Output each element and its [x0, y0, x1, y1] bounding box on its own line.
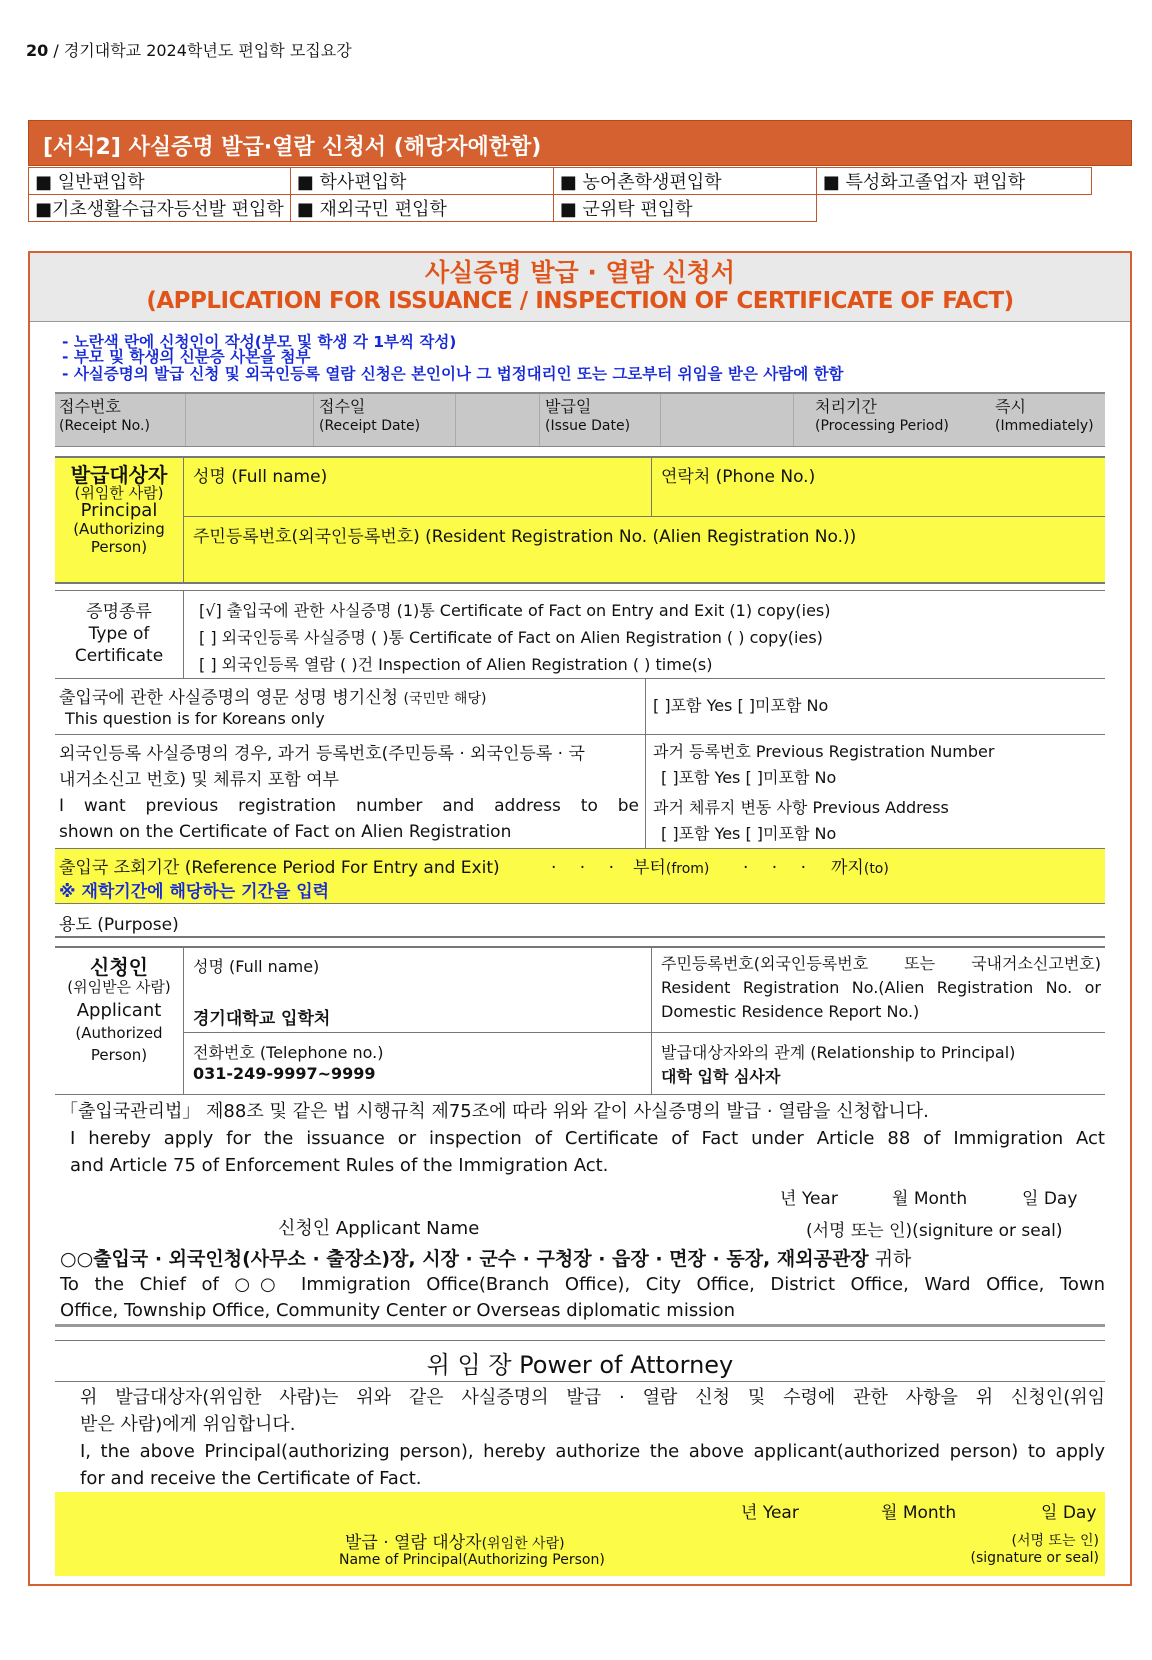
cert-type-label: 증명종류 Type of Certificate [74, 602, 164, 666]
declaration [60, 1098, 1105, 1179]
cert-option-alien-registration[interactable]: [ ] 외국인등록 사실증명 ( )통 Certificate of Fact on Alien Registration ( ) copy(ies) [199, 628, 823, 647]
applicant-tel-value[interactable]: 031-249-9997~9999 [193, 1064, 376, 1083]
category-overseas[interactable]: ■ 재외국민 편입학 [290, 195, 553, 222]
poa-en-1: I, the above Principal(authorizing person), hereby authorize the above applicant(authorized person) to apply [80, 1441, 1105, 1462]
cert-option-alien-inspection[interactable]: [ ] 외국인등록 열람 ( )건 Inspection of Alien Registration ( ) time(s) [199, 655, 713, 674]
poa-year[interactable]: 년 Year [741, 1503, 799, 1523]
poa-title-box [55, 1340, 1105, 1382]
english-name-answer[interactable]: [ ]포함 Yes [ ]미포함 No [653, 696, 829, 715]
previous-registration-question: 외국인등록 사실증명의 경우, 과거 등록번호(주민등록 · 외국인등록 · 국 내거소신고 번호) 및 체류지 포함 여부 I want previous registration number and address to be shown on the Certificate of Fact on Alien Registration [59, 744, 639, 842]
principal-phone-field[interactable]: 연락처 (Phone No.) [661, 467, 816, 487]
poa-principal-label: 발급 · 열람 대상자(위임한 사람) [345, 1533, 565, 1553]
addressee-en-2: Office, Township Office, Community Center or Overseas diplomatic mission [60, 1300, 736, 1321]
poa-title: 위 임 장 Power of Attorney [426, 1351, 734, 1379]
applicant-label: 신청인 (위임받은 사람) Applicant (Authorized Person) [67, 955, 171, 1064]
poa-sign-en: (signature or seal) [970, 1550, 1099, 1566]
reference-from-date[interactable]: . . . [551, 853, 615, 873]
category-basic-livelihood[interactable]: ■기초생활수급자등선발 편입학 [29, 195, 291, 222]
applicant-name-label: 성명 (Full name) [193, 957, 320, 976]
reference-note: ※ 재학기간에 해당하는 기간을 입력 [59, 882, 330, 902]
poa-sign-ko[interactable]: (서명 또는 인) [1011, 1533, 1099, 1549]
reference-to-date[interactable]: . . . [743, 853, 807, 873]
applicant-name-sign-label: 신청인 Applicant Name [278, 1218, 480, 1239]
prev-address-label: 과거 체류지 변동 사항 Previous Address [653, 798, 949, 817]
immediately: 즉시 (Immediately) [995, 397, 1094, 434]
category-general[interactable]: ■ 일반편입학 [29, 168, 291, 195]
poa-signature-box [55, 1492, 1105, 1576]
applicant-signature[interactable]: (서명 또는 인)(signiture or seal) [806, 1221, 1063, 1241]
principal-name-field[interactable]: 성명 (Full name) [193, 467, 328, 487]
poa-month[interactable]: 월 Month [881, 1503, 957, 1523]
prev-number-answer[interactable]: [ ]포함 Yes [ ]미포함 No [661, 768, 837, 787]
receipt-date: 접수일 (Receipt Date) [319, 397, 421, 434]
applicant-relation-label: 발급대상자와의 관계 (Relationship to Principal) [661, 1043, 1016, 1062]
reference-from-label: 부터(from) [633, 858, 710, 878]
previous-registration-answers [653, 739, 994, 847]
principal-label: 발급대상자 (위임한 사람) Principal (Authorizing Person) [70, 463, 168, 556]
declaration-en-2: and Article 75 of Enforcement Rules of the Immigration Act. [70, 1155, 609, 1176]
category-table [28, 167, 1092, 222]
receipt-no: 접수번호 (Receipt No.) [59, 397, 150, 434]
poa-ko-1: 위 발급대상자(위임한 사람)는 위와 같은 사실증명의 발급 · 열람 신청 및 수령에 관한 사항을 위 신청인(위임 [80, 1387, 1105, 1408]
note-2: - 부모 및 학생의 신분증 사본을 첨부 [62, 348, 311, 366]
reference-period-label: 출입국 조회기간 (Reference Period For Entry and Exit) [59, 858, 500, 878]
category-bachelor[interactable]: ■ 학사편입학 [290, 168, 553, 195]
purpose-field[interactable]: 용도 (Purpose) [59, 915, 179, 935]
application-title-en: (APPLICATION FOR ISSUANCE / INSPECTION OF CERTIFICATE OF FACT) [146, 288, 1014, 314]
applicant-tel-label: 전화번호 (Telephone no.) [193, 1043, 384, 1062]
poa-principal-label-en: Name of Principal(Authorizing Person) [339, 1552, 605, 1568]
receipt-row [55, 392, 1105, 447]
english-name-question-en: This question is for Koreans only [65, 709, 325, 728]
addressee [60, 1246, 1105, 1324]
cert-type-section [55, 590, 1105, 679]
declaration-year[interactable]: 년 Year [780, 1189, 838, 1209]
header-title: 경기대학교 2024학년도 편입학 모집요강 [63, 41, 352, 60]
page-number: 20 [26, 41, 49, 60]
previous-registration-row [55, 734, 1105, 849]
applicant-relation-value[interactable]: 대학 입학 심사자 [661, 1067, 781, 1086]
divider [55, 1324, 1105, 1327]
note-3: - 사실증명의 발급 신청 및 외국인등록 열람 신청은 본인이나 그 법정대리인 또는 그로부터 위임을 받은 사람에 한함 [62, 365, 844, 383]
reference-to-label: 까지(to) [831, 858, 889, 878]
poa-en-2: for and receive the Certificate of Fact. [80, 1468, 422, 1489]
processing-period: 처리기간 (Processing Period) [815, 397, 949, 434]
note-1: - 노란색 란에 신청인이 작성(부모 및 학생 각 1부씩 작성) [62, 333, 457, 351]
reference-period-row [55, 848, 1105, 904]
category-rural[interactable]: ■ 농어촌학생편입학 [553, 168, 816, 195]
form-title: [서식2] 사실증명 발급·열람 신청서 (해당자에한함) [43, 135, 542, 160]
addressee-ko: ○○출입국 · 외국인청(사무소 · 출장소)장, 시장 · 군수 · 구청장 · 읍장 · 면장 · 동장, 재외공관장 귀하 [60, 1248, 912, 1270]
instruction-notes [62, 335, 844, 382]
issue-date: 발급일 (Issue Date) [545, 397, 631, 434]
prev-number-label: 과거 등록번호 Previous Registration Number [653, 742, 995, 761]
cert-type-options [199, 597, 831, 678]
category-military[interactable]: ■ 군위탁 편입학 [553, 195, 816, 222]
applicant-name-value[interactable]: 경기대학교 입학처 [193, 1009, 331, 1029]
applicant-section [55, 946, 1105, 1095]
purpose-row [55, 904, 1105, 938]
declaration-ko: 「출입국관리법」 제88조 및 같은 법 시행규칙 제75조에 따라 위와 같이 사실증명의 발급 · 열람을 신청합니다. [60, 1101, 929, 1122]
cert-option-entry-exit[interactable]: [√] 출입국에 관한 사실증명 (1)통 Certificate of Fact on Entry and Exit (1) copy(ies) [199, 601, 831, 620]
applicant-rrn-label: 주민등록번호(외국인등록번호 또는 국내거소신고번호) Resident Registration No.(Alien Registration No. or Domestic Residence Report No.) [661, 954, 1101, 1021]
poa-ko-2: 받은 사람)에게 위임합니다. [80, 1414, 296, 1435]
english-name-question: 출입국에 관한 사실증명의 영문 성명 병기신청 (국민만 해당) [59, 688, 487, 708]
addressee-en-1: To the Chief of ○○ Immigration Office(Branch Office), City Office, District Office, Ward Office, Town [60, 1274, 1105, 1295]
form-title-bar [28, 120, 1132, 166]
declaration-en-1: I hereby apply for the issuance or inspection of Certificate of Fact under Article 88 of Immigration Act [70, 1128, 1105, 1149]
application-title-ko: 사실증명 발급 · 열람 신청서 [425, 258, 735, 287]
english-name-row [55, 678, 1105, 735]
principal-section [55, 456, 1105, 584]
poa-body [80, 1384, 1105, 1492]
category-vocational[interactable]: ■ 특성화고졸업자 편입학 [816, 168, 1091, 195]
prev-address-answer[interactable]: [ ]포함 Yes [ ]미포함 No [661, 824, 837, 843]
declaration-month[interactable]: 월 Month [892, 1189, 968, 1209]
declaration-day[interactable]: 일 Day [1022, 1189, 1078, 1209]
poa-day[interactable]: 일 Day [1041, 1503, 1097, 1523]
principal-rrn-field[interactable]: 주민등록번호(외국인등록번호) (Resident Registration No. (Alien Registration No.)) [193, 527, 857, 547]
page-header: 20 / 경기대학교 2024학년도 편입학 모집요강 [26, 41, 352, 60]
